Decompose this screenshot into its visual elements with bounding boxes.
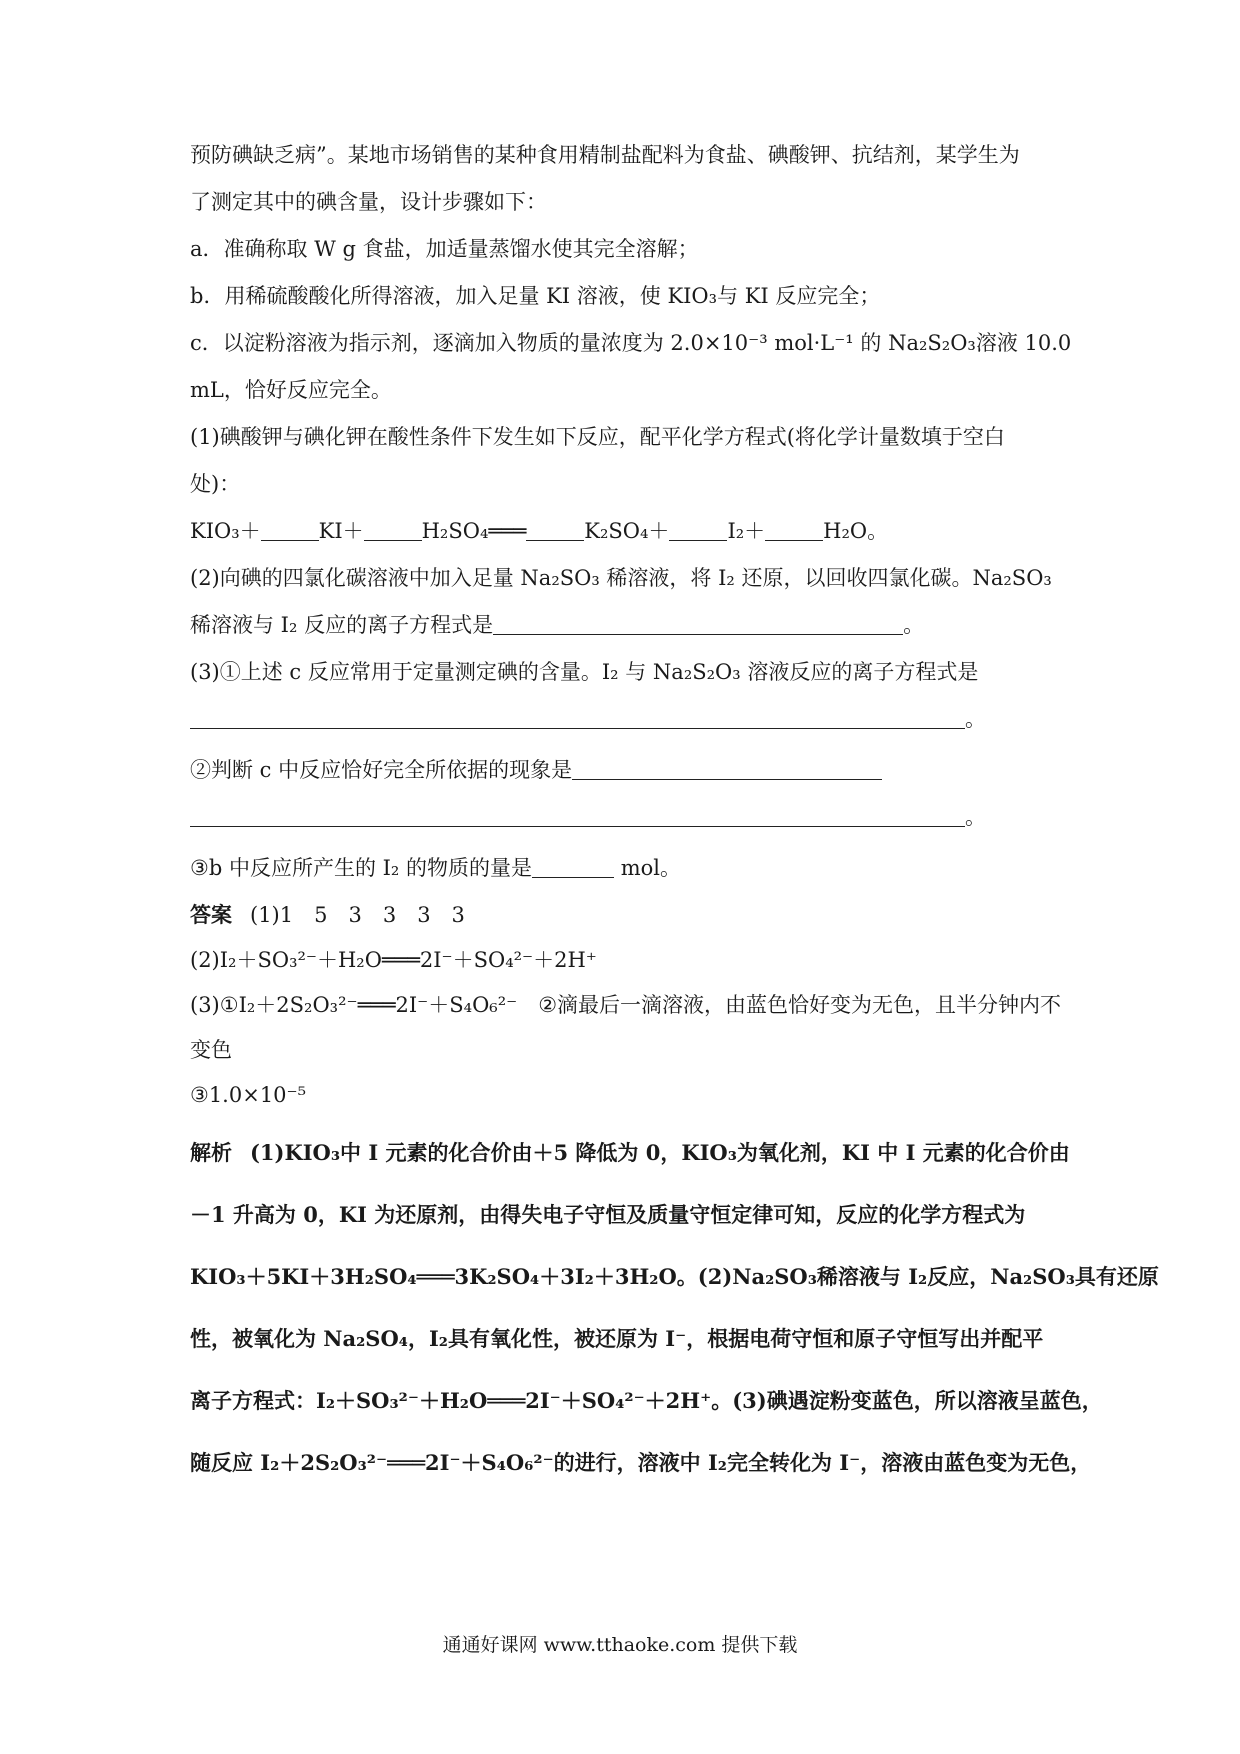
analysis-line-5: 离子方程式：I₂＋SO₃²⁻＋H₂O═══2I⁻＋SO₄²⁻＋2H⁺。(3)碘遇淀粉变蓝色，所以溶液呈蓝色，: [190, 1388, 1103, 1413]
eq-term-i2: I₂＋: [727, 519, 766, 543]
answer-line-1: [190, 900, 1060, 930]
eq-term-ki: KI＋: [318, 519, 364, 543]
question-3-part-3-prompt: ③b 中反应所产生的 I₂ 的物质的量是: [190, 856, 533, 880]
step-c-line-1: c．以淀粉溶液为指示剂，逐滴加入物质的量浓度为 2.0×10⁻³ mol·L⁻¹ 的 Na₂S₂O₃溶液 10.0: [190, 331, 1072, 355]
problem-intro-line-1: 预防碘缺乏病”。某地市场销售的某种食用精制盐配料为食盐、碘酸钾、抗结剂，某学生为: [190, 143, 1020, 167]
question-2-line-1: (2)向碘的四氯化碳溶液中加入足量 Na₂SO₃ 稀溶液，将 I₂ 还原，以回收四氯化碳。Na₂SO₃: [190, 566, 1052, 590]
question-3-part-2-end: 。: [965, 805, 986, 829]
answer-3-line-1: (3)①I₂＋2S₂O₃²⁻═══2I⁻＋S₄O₆²⁻ ②滴最后一滴溶液，由蓝色恰好变为无色，且半分钟内不: [190, 993, 1062, 1017]
question-3-part-3-end: mol。: [614, 856, 681, 880]
blank-coefficient-k2so4: [526, 520, 584, 541]
eq-term-h2o: H₂O。: [823, 519, 889, 543]
eq-term-h2so4: H₂SO₄═══: [421, 519, 527, 543]
problem-intro-line-2: 了测定其中的碘含量，设计步骤如下：: [190, 190, 547, 214]
answer-blank-q3-2b: [190, 806, 965, 827]
answer-3-line-3: ③1.0×10⁻⁵: [190, 1083, 307, 1107]
analysis-text-1: (1)KIO₃中 I 元素的化合价由＋5 降低为 0，KIO₃为氧化剂，KI 中 I 元素的化合价由: [250, 1140, 1070, 1165]
analysis-line-6: 随反应 I₂＋2S₂O₃²⁻═══2I⁻＋S₄O₆²⁻的进行，溶液中 I₂完全转化为 I⁻，溶液由蓝色变为无色，: [190, 1450, 1092, 1475]
eq-term-kio3: KIO₃＋: [190, 519, 261, 543]
answer-2: (2)I₂＋SO₃²⁻＋H₂O═══2I⁻＋SO₄²⁻＋2H⁺: [190, 948, 597, 972]
answer-blank-q3-2a: [572, 759, 882, 780]
step-c-line-2: mL，恰好反应完全。: [190, 378, 392, 402]
analysis-line-4: 性，被氧化为 Na₂SO₄，I₂具有氧化性，被还原为 I⁻，根据电荷守恒和原子守恒写出并配平: [190, 1326, 1044, 1351]
analysis-line-3: KIO₃＋5KI＋3H₂SO₄═══3K₂SO₄＋3I₂＋3H₂O。(2)Na₂SO₃稀溶液与 I₂反应，Na₂SO₃具有还原: [190, 1264, 1159, 1289]
page-footer: 通通好课网 www.tthaoke.com 提供下载: [442, 1634, 798, 1656]
analysis-label: 解析: [190, 1140, 232, 1165]
answer-label: 答案: [190, 902, 232, 927]
question-3-part-2-prompt: ②判断 c 中反应恰好完全所依据的现象是: [190, 758, 573, 782]
blank-coefficient-h2so4: [364, 520, 422, 541]
answer-1: (1)1 5 3 3 3 3: [250, 903, 465, 927]
blank-coefficient-ki: [261, 520, 319, 541]
question-2-end: 。: [903, 613, 925, 637]
question-1-equation: [190, 516, 1060, 546]
answer-3-line-2: 变色: [190, 1038, 232, 1062]
question-1-line-2: 处)：: [190, 472, 241, 496]
answer-blank-q3-3: [532, 857, 614, 878]
step-b: b．用稀硫酸酸化所得溶液，加入足量 KI 溶液，使 KIO₃与 KI 反应完全；: [190, 284, 881, 308]
question-3-part-2-blank-line: [190, 802, 1060, 832]
blank-coefficient-i2: [669, 520, 727, 541]
blank-coefficient-h2o: [765, 520, 823, 541]
question-3-part-1: (3)①上述 c 反应常用于定量测定碘的含量。I₂ 与 Na₂S₂O₃ 溶液反应的离子方程式是: [190, 660, 979, 684]
step-a: a．准确称取 W g 食盐，加适量蒸馏水使其完全溶解；: [190, 237, 699, 261]
question-3-part-1-end: 。: [965, 707, 986, 731]
analysis-line-2: －1 升高为 0，KI 为还原剂，由得失电子守恒及质量守恒定律可知，反应的化学方程式为: [190, 1202, 1026, 1227]
analysis-line-1: [190, 1138, 1070, 1168]
question-2-line-2: [190, 610, 1060, 640]
question-3-part-2: [190, 755, 1060, 785]
question-3-part-3: [190, 853, 1060, 883]
question-1-line-1: (1)碘酸钾与碘化钾在酸性条件下发生如下反应，配平化学方程式(将化学计量数填于空白: [190, 425, 1005, 449]
question-2-prompt: 稀溶液与 I₂ 反应的离子方程式是: [190, 613, 494, 637]
answer-blank-q2: [493, 614, 903, 635]
answer-blank-q3-1: [190, 708, 965, 729]
question-3-part-1-blank-line: [190, 704, 1060, 734]
eq-term-k2so4: K₂SO₄＋: [584, 519, 670, 543]
